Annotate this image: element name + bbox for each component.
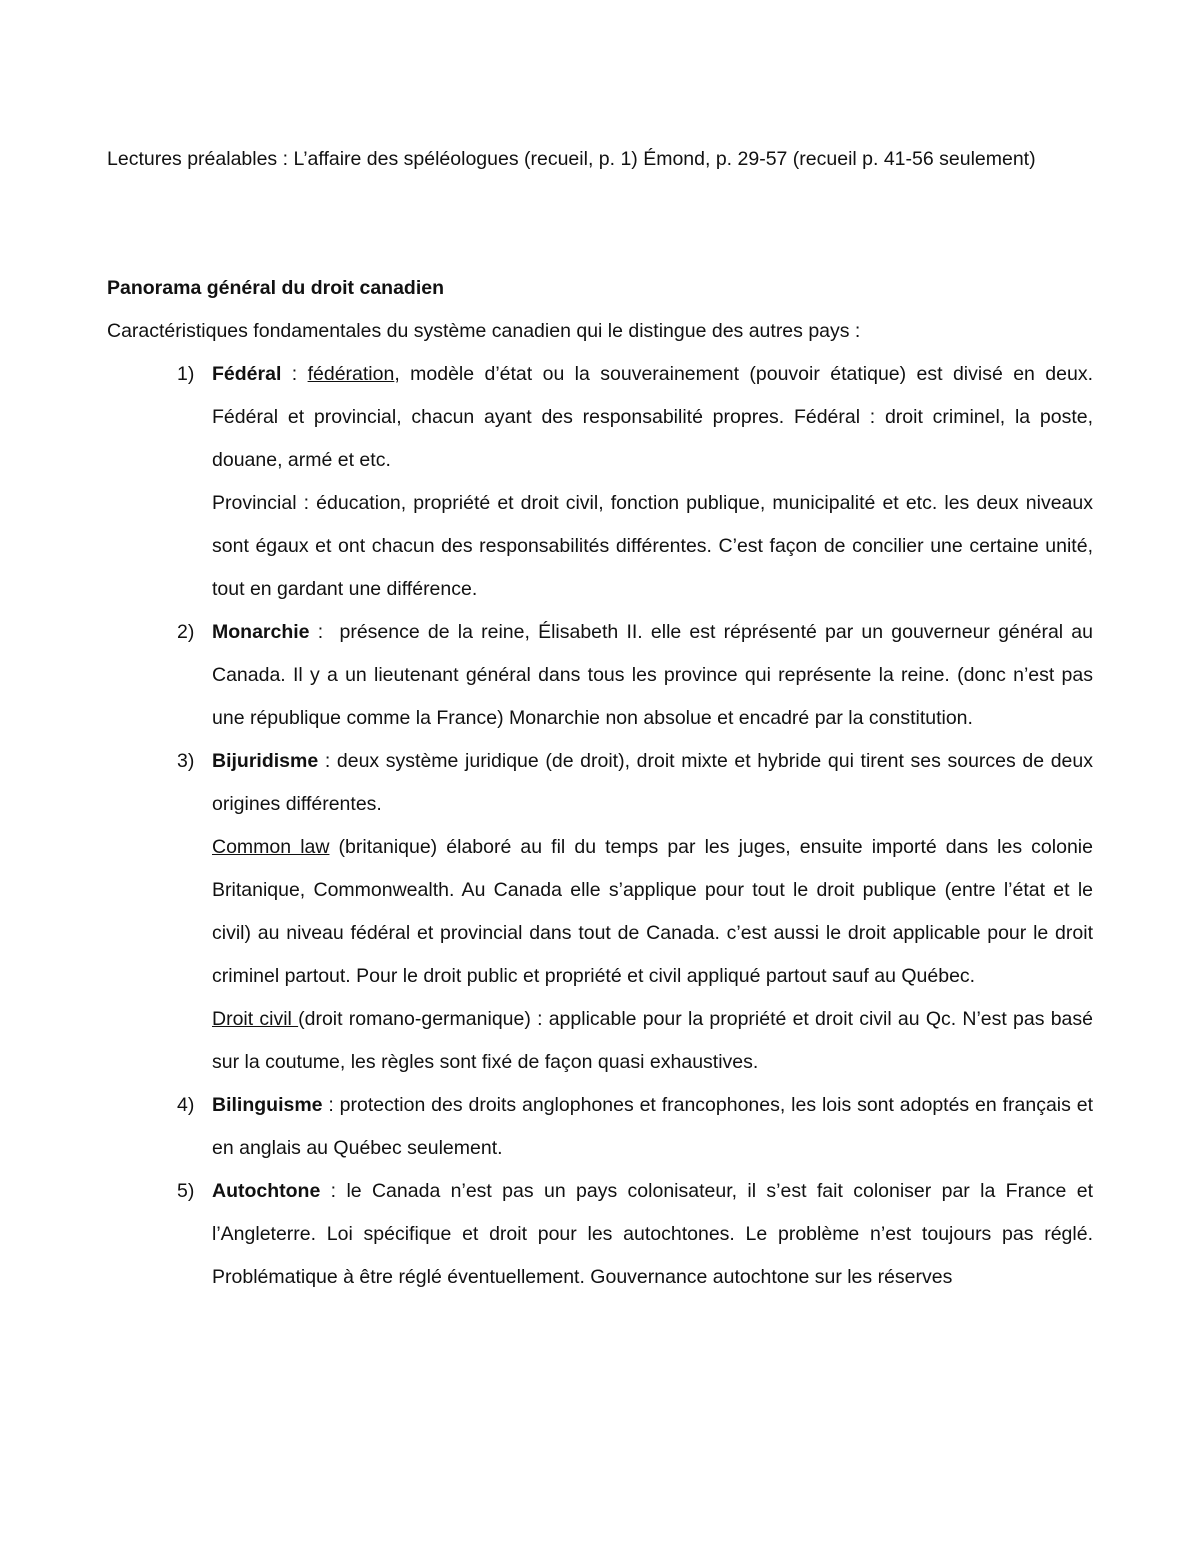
list-item-bijuridisme [107, 740, 1093, 1084]
list-item-autochtone [107, 1170, 1093, 1299]
item-term: Bilinguisme [212, 1094, 323, 1116]
item-number: 4) [177, 1094, 195, 1116]
item-text: : deux système juridique (de droit), droit mixte et hybride qui tirent ses sources de deux origines différentes. [212, 750, 1093, 815]
list-item-federal [107, 353, 1093, 611]
item-separator: : [281, 363, 308, 385]
list-item-monarchie [107, 611, 1099, 740]
underlined-term: fédération [307, 363, 395, 385]
item-number: 1) [177, 363, 195, 385]
list-item-bilinguisme [107, 1084, 1093, 1170]
item-text: : protection des droits anglophones et francophones, les lois sont adoptés en français et en anglais au Québec seulement. [212, 1094, 1093, 1159]
item-term: Bijuridisme [212, 750, 319, 772]
characteristics-list [107, 353, 1099, 1299]
item-text: (droit romano-germanique) : applicable pour la propriété et droit civil au Qc. N’est pas basé sur la coutume, les règles sont fixé de façon quasi exhaustives. [212, 1008, 1093, 1073]
item-paragraph-droit-civil [212, 998, 1093, 1084]
item-paragraph [212, 740, 1093, 826]
item-paragraph-common-law [212, 826, 1093, 998]
item-text: (britanique) élaboré au fil du temps par les juges, ensuite importé dans les colonie Britanique, Commonwealth. Au Canada elle s’applique pour tout le droit publique (entre l’état et le civil) au niveau fédéral et provincial dans tout de Canada. c’est aussi le droit applicable pour le droit criminel partout. Pour le droit public et propriété et civil appliqué partout sauf au Québec. [212, 836, 1093, 987]
underlined-term: Common law [212, 836, 330, 858]
item-term: Autochtone [212, 1180, 321, 1202]
item-text: : le Canada n’est pas un pays colonisateur, il s’est fait coloniser par la France et l’Angleterre. Loi spécifique et droit pour les autochtones. Le problème n’est toujours pas réglé. Problématique à être réglé éventuellement. Gouvernance autochtone sur les réserves [212, 1180, 1093, 1288]
item-text: , modèle d’état ou la souverainement (pouvoir étatique) est divisé en deux. Fédéral et provincial, chacun ayant des responsabilité propres. Fédéral : droit criminel, la poste, douane, armé et etc. [212, 363, 1093, 471]
prerequisite-readings: Lectures préalables : L’affaire des spéléologues (recueil, p. 1) Émond, p. 29-57 (recueil p. 41-56 seulement) [107, 148, 1036, 170]
item-paragraph [212, 353, 1093, 482]
item-term: Fédéral [212, 363, 282, 385]
item-number: 2) [177, 621, 195, 643]
section-intro: Caractéristiques fondamentales du système canadien qui le distingue des autres pays : [107, 320, 861, 342]
underlined-term: Droit civil [212, 1008, 299, 1030]
item-term: Monarchie [212, 621, 310, 643]
item-paragraph [212, 611, 1099, 740]
item-number: 3) [177, 750, 195, 772]
item-number: 5) [177, 1180, 195, 1202]
item-text: : présence de la reine, Élisabeth II. elle est réprésenté par un gouverneur général au Canada. Il y a un lieutenant général dans tous les province qui représente la reine. (donc n’est pas une république comme la France) Monarchie non absolue et encadré par la constitution. [212, 621, 1099, 729]
item-paragraph-provincial: Provincial : éducation, propriété et droit civil, fonction publique, municipalité et etc. les deux niveaux sont égaux et ont chacun des responsabilités différentes. C’est façon de concilier une certaine unité, tout en gardant une différence. [212, 492, 1093, 600]
item-paragraph [212, 1084, 1093, 1170]
item-paragraph [212, 1170, 1093, 1299]
section-heading: Panorama général du droit canadien [107, 277, 445, 299]
